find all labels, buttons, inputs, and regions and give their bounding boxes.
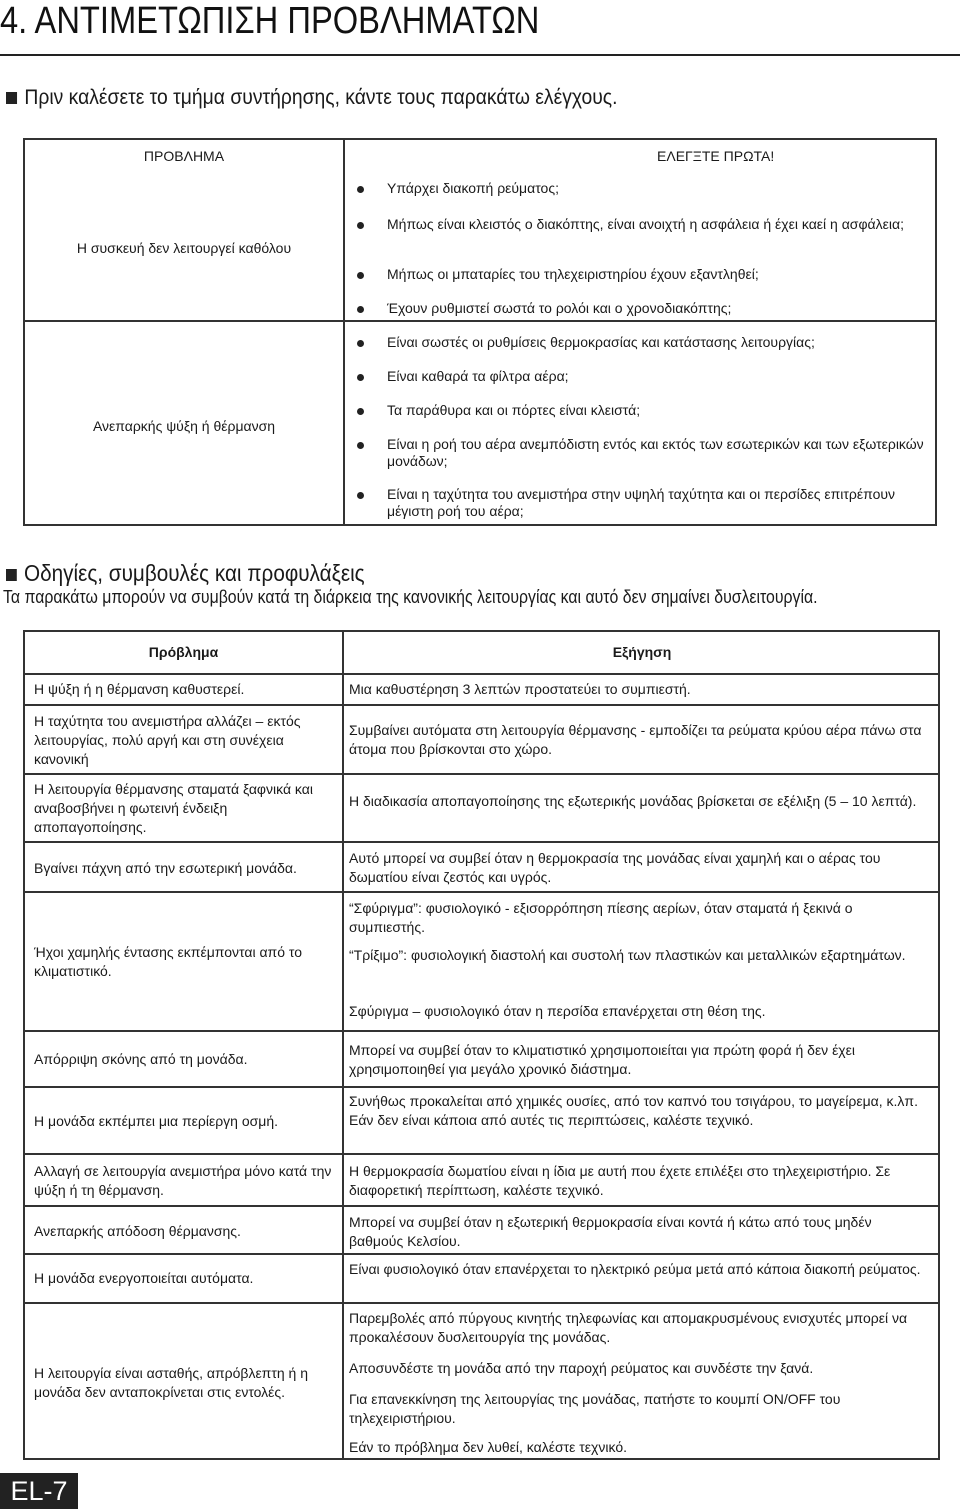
explanation-cell: “Σφύριγμα”: φυσιολογικό - εξισορρόπηση πίεσης αερίων, όταν σταματά ή ξεκινά ο συμπιεστής. [349, 900, 853, 935]
explanation-cell: Η διαδικασία αποπαγοποίησης της εξωτερικής μονάδας βρίσκεται σε εξέλιξη (5 – 10 λεπτά). [349, 793, 917, 809]
explanation-cell: Συνήθως προκαλείται από χημικές ουσίες, από τον καπνό του τσιγάρου, το μαγείρεμα, κ.λπ. Εάν δεν είναι κάποια από αυτές τις περιπτώσεις, καλέστε τεχνικό. [349, 1093, 918, 1128]
check-text: Είναι η ροή του αέρα ανεμπόδιστη εντός και εκτός των εσωτερικών και των εξωτερικών μονάδων; [387, 436, 924, 469]
bullet-dot-icon [357, 186, 364, 193]
row-separator [345, 320, 935, 322]
problem-cell: Η μονάδα εκπέμπει μια περίεργη οσμή. [34, 1113, 279, 1129]
explanation-cell: Μια καθυστέρηση 3 λεπτών προστατεύει το συμπιεστή. [349, 681, 691, 697]
row-separator [25, 1030, 342, 1032]
check-text: Υπάρχει διακοπή ρεύματος; [387, 180, 559, 196]
problem-cell: Ήχοι χαμηλής έντασης εκπέμπονται από το κλιματιστικό. [34, 944, 302, 979]
check-text: Έχουν ρυθμιστεί σωστά το ρολόι και ο χρονοδιακόπτης; [387, 300, 732, 316]
explanation-cell: Μπορεί να συμβεί όταν η εξωτερική θερμοκρασία είναι κοντά ή κάτω από τους μηδέν βαθμούς Κελσίου. [349, 1214, 872, 1249]
bullet-dot-icon [357, 222, 364, 229]
check-text: Είναι η ταχύτητα του ανεμιστήρα στην υψηλή ταχύτητα και οι περσίδες επιτρέπουν μέγιστη ροή του αέρα; [387, 486, 896, 519]
row-separator [25, 1153, 342, 1155]
check-text: Είναι καθαρά τα φίλτρα αέρα; [387, 368, 569, 384]
bullet-dot-icon [357, 272, 364, 279]
column-divider [342, 632, 344, 1458]
troubleshooting-table [23, 138, 937, 526]
section-heading-text: Οδηγίες, συμβουλές και προφυλάξεις [24, 560, 365, 586]
explanation-cell: Μπορεί να συμβεί όταν το κλιματιστικό χρησιμοποιείται για πρώτη φορά ή δεν έχει χρησιμοποιηθεί για μεγάλο χρονικό διάστημα. [349, 1042, 856, 1077]
section-heading [6, 560, 365, 587]
bullet-dot-icon [357, 374, 364, 381]
row-separator [344, 841, 940, 843]
intro-line [6, 86, 617, 110]
header-explanation: Εξήγηση [612, 644, 672, 660]
row-separator [344, 1086, 940, 1088]
row-separator [344, 1205, 940, 1207]
page-title: 4. ΑΝΤΙΜΕΤΩΠΙΣΗ ΠΡΟΒΛΗΜΑΤΩΝ [0, 0, 540, 42]
bullet-dot-icon [357, 306, 364, 313]
problem-no-operation: Η συσκευή δεν λειτουργεί καθόλου [76, 240, 292, 256]
row-separator [25, 891, 342, 893]
bullet-dot-icon [357, 408, 364, 415]
problem-cell: Ανεπαρκής απόδοση θέρμανσης. [34, 1223, 241, 1239]
header-problem: ΠΡΟΒΛΗΜΑ [143, 148, 225, 164]
section-subheading: Τα παρακάτω μπορούν να συμβούν κατά τη διάρκεια της κανονικής λειτουργίας και αυτό δεν σημαίνει δυσλειτουργία. [3, 587, 818, 607]
bullet-dot-icon [357, 442, 364, 449]
page-number: EL-7 [0, 1473, 78, 1509]
bullet-dot-icon [357, 492, 364, 499]
row-separator [344, 1302, 940, 1304]
explanation-cell: Για επανεκκίνηση της λειτουργίας της μονάδας, πατήστε το κουμπί ON/OFF του τηλεχειριστήριου. [349, 1391, 841, 1426]
row-separator [25, 1302, 342, 1304]
row-separator [25, 1086, 342, 1088]
title-rule [0, 54, 960, 56]
row-separator [344, 1153, 940, 1155]
explanation-cell: Αυτό μπορεί να συμβεί όταν η θερμοκρασία της μονάδας είναι χαμηλή και ο αέρας του δωματίου είναι ζεστός και υγρός. [349, 850, 881, 885]
square-bullet-icon [6, 92, 17, 104]
row-separator [25, 673, 342, 675]
problem-cell: Αλλαγή σε λειτουργία ανεμιστήρα μόνο κατά την ψύξη ή τη θέρμανση. [34, 1163, 332, 1198]
problem-cell: Η λειτουργία είναι ασταθής, απρόβλεπτη ή η μονάδα δεν ανταποκρίνεται στις εντολές. [34, 1365, 309, 1400]
problem-cell: Η μονάδα ενεργοποιείται αυτόματα. [34, 1270, 254, 1286]
tips-table [23, 630, 940, 1460]
header-problem: Πρόβλημα [148, 644, 219, 660]
explanation-cell: Η θερμοκρασία δωματίου είναι η ίδια με αυτή που έχετε επιλέξει στο τηλεχειριστήριο. Σε διαφορετική περίπτωση, καλέστε τεχνικό. [349, 1163, 891, 1198]
row-separator [25, 704, 342, 706]
explanation-cell: “Τρίξιμο”: φυσιολογική διαστολή και συστολή των πλαστικών και μεταλλικών εξαρτημάτων. [349, 947, 906, 963]
row-separator [25, 1253, 342, 1255]
problem-cell: Η λειτουργία θέρμανσης σταματά ξαφνικά και αναβοσβήνει η φωτεινή ένδειξη αποπαγοποίησης. [34, 781, 313, 835]
column-divider [343, 140, 345, 524]
row-separator [344, 1253, 940, 1255]
row-separator [25, 841, 342, 843]
row-separator [344, 673, 940, 675]
check-text: Είναι σωστές οι ρυθμίσεις θερμοκρασίας και κατάστασης λειτουργίας; [387, 334, 815, 350]
problem-insufficient-cooling: Ανεπαρκής ψύξη ή θέρμανση [92, 418, 276, 434]
row-separator [344, 1030, 940, 1032]
check-text: Μήπως είναι κλειστός ο διακόπτης, είναι ανοιχτή η ασφάλεια ή έχει καεί η ασφάλεια; [387, 216, 904, 232]
row-separator [344, 773, 940, 775]
row-separator [25, 320, 343, 322]
row-separator [344, 704, 940, 706]
explanation-cell: Αποσυνδέστε τη μονάδα από την παροχή ρεύματος και συνδέστε την ξανά. [349, 1360, 814, 1376]
bullet-dot-icon [357, 340, 364, 347]
problem-cell: Η ταχύτητα του ανεμιστήρα αλλάζει – εκτός λειτουργίας, πολύ αργή και στη συνέχεια κανονική [34, 713, 301, 767]
intro-text: Πριν καλέσετε το τμήμα συντήρησης, κάντε τους παρακάτω ελέγχους. [24, 86, 618, 109]
check-text: Μήπως οι μπαταρίες του τηλεχειριστηρίου έχουν εξαντληθεί; [387, 266, 759, 282]
explanation-cell: Είναι φυσιολογικό όταν επανέρχεται το ηλεκτρικό ρεύμα μετά από κάποια διακοπή ρεύματος. [349, 1261, 921, 1277]
explanation-cell: Εάν το πρόβλημα δεν λυθεί, καλέστε τεχνικό. [349, 1439, 627, 1455]
explanation-cell: Συμβαίνει αυτόματα στη λειτουργία θέρμανσης - εμποδίζει τα ρεύματα κρύου αέρα πάνω στα άτομα που βρίσκονται στο χώρο. [349, 722, 922, 757]
problem-cell: Η ψύξη ή η θέρμανση καθυστερεί. [34, 681, 245, 697]
header-check-first: ΕΛΕΓΞΤΕ ΠΡΩΤΑ! [657, 148, 775, 164]
row-separator [25, 773, 342, 775]
problem-cell: Βγαίνει πάχνη από την εσωτερική μονάδα. [34, 860, 297, 876]
problem-cell: Απόρριψη σκόνης από τη μονάδα. [34, 1051, 248, 1067]
square-bullet-icon [6, 569, 17, 581]
check-text: Τα παράθυρα και οι πόρτες είναι κλειστά; [387, 402, 641, 418]
explanation-cell: Παρεμβολές από πύργους κινητής τηλεφωνίας και απομακρυσμένους ενισχυτές μπορεί να προκαλέσουν δυσλειτουργία της μονάδας. [349, 1310, 908, 1345]
row-separator [25, 1205, 342, 1207]
explanation-cell: Σφύριγμα – φυσιολογικό όταν η περσίδα επανέρχεται στη θέση της. [349, 1003, 766, 1019]
row-separator [344, 891, 940, 893]
